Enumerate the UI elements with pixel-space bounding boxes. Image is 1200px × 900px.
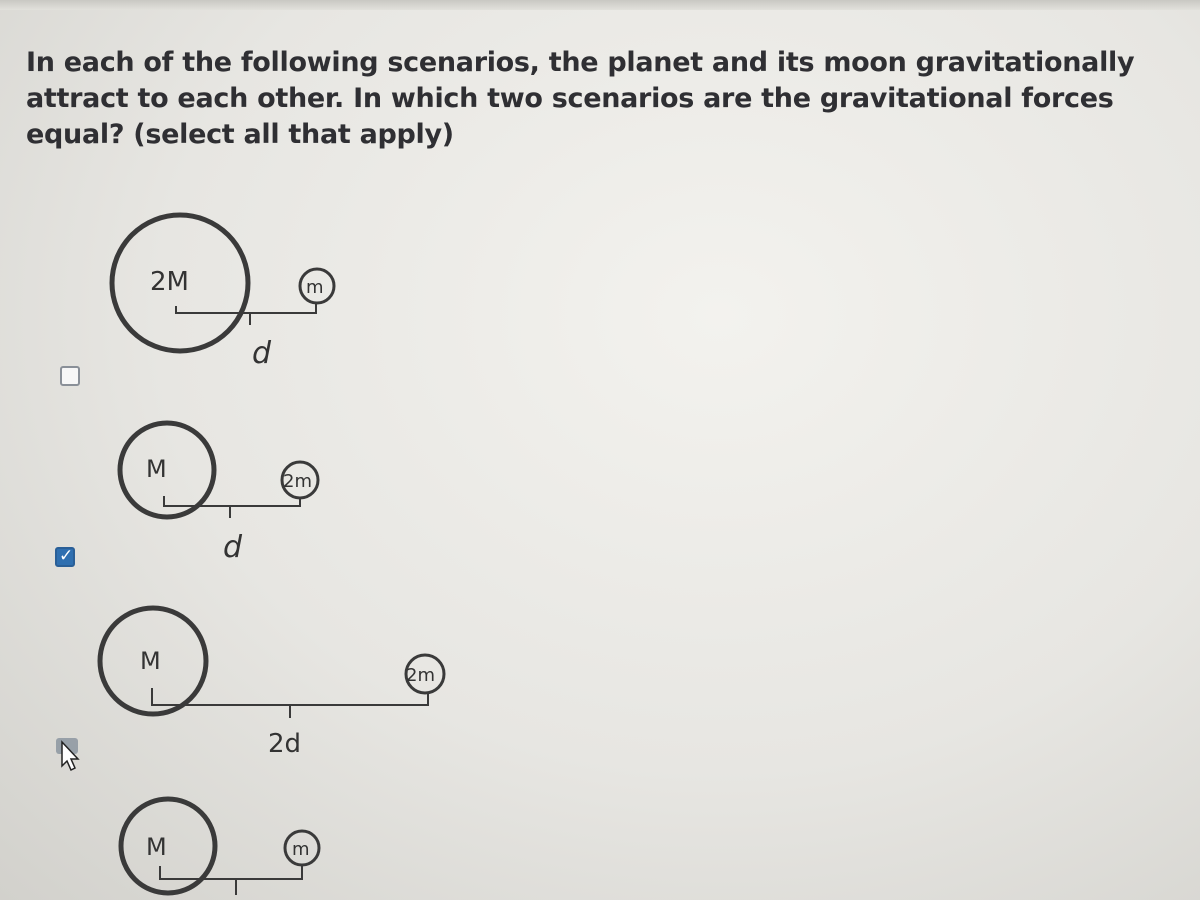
- scenario-2-distance-label: d: [223, 530, 243, 565]
- scenario-3-distance-label: 2d: [268, 729, 302, 759]
- scenario-3-moon-label: 2m: [406, 665, 435, 686]
- scenario-2-moon-label: 2m: [283, 471, 312, 492]
- scenario-1-moon-label: m: [306, 277, 324, 298]
- scenario-1-distance-label: d: [252, 336, 272, 371]
- scenario-1-planet-label: 2M: [150, 267, 189, 297]
- scenario-2-planet-label: M: [146, 455, 167, 483]
- checkmark-icon: ✓: [59, 546, 74, 566]
- scenario-4-planet-label: M: [146, 833, 167, 861]
- question-text: In each of the following scenarios, the planet and its moon gravitationally attract to each other. In which two scenarios are the gravitational forces equal? (select all that apply): [26, 47, 1135, 150]
- scenario-3-planet-label: M: [140, 647, 161, 675]
- planet-circle: [120, 423, 214, 517]
- scenario-4-moon-label: m: [292, 839, 310, 860]
